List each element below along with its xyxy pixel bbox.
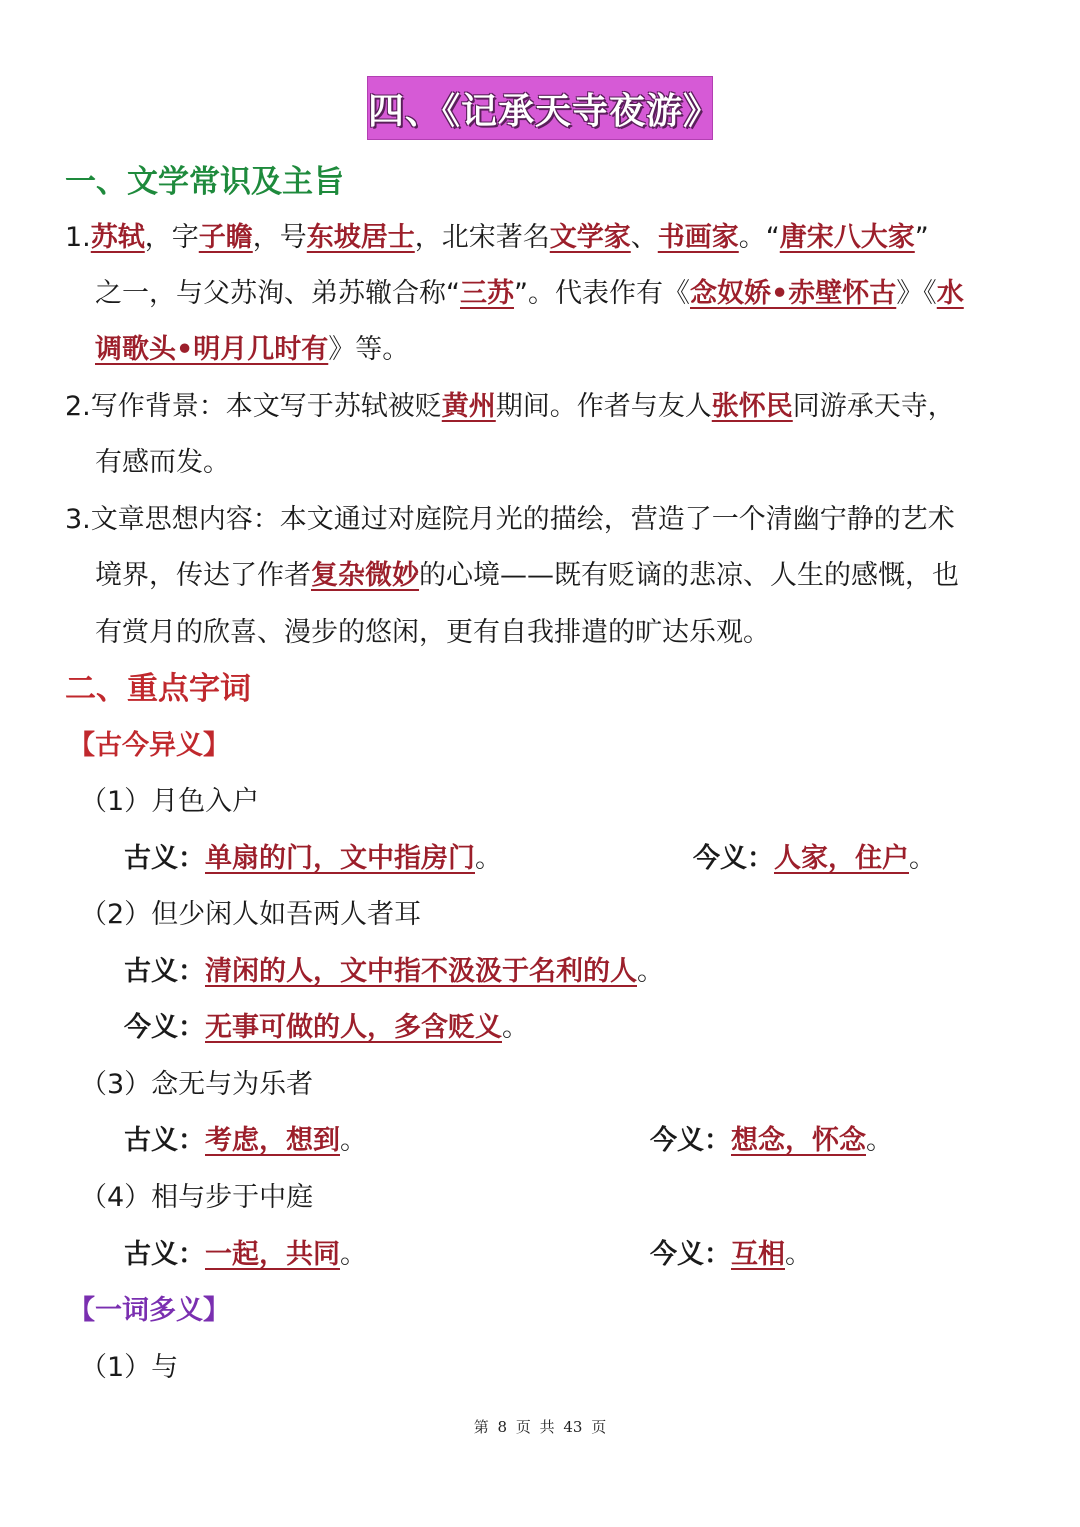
modern-meaning: 今义：互相。 [650, 1239, 812, 1270]
paragraph-1-line-3: 调歌头•明月几时有》等。 [95, 334, 410, 365]
word-item: （4）相与步于中庭 [80, 1182, 314, 1213]
keyword: 念奴娇•赤壁怀古 [690, 278, 897, 309]
ancient-meaning: 古义：单扇的门，文中指房门。 [124, 843, 502, 874]
modern-meaning: 今义：人家，住户。 [693, 843, 936, 874]
document-title-box [367, 76, 721, 140]
word-item: （3）念无与为乐者 [80, 1069, 314, 1100]
modern-meaning: 今义：无事可做的人，多含贬义。 [124, 1012, 529, 1043]
section-heading-key-words: 二、重点字词 [65, 671, 251, 707]
ancient-meaning: 古义：一起，共同。 [124, 1239, 367, 1270]
ancient-meaning: 古义：清闲的人，文中指不汲汲于名利的人。 [124, 956, 664, 987]
word-item: （1）与 [80, 1352, 179, 1383]
paragraph-1-line-1: 1.苏轼，字子瞻，号东坡居士，北宋著名文学家、书画家。“唐宋八大家” [65, 222, 929, 253]
paragraph-2-line-2: 有感而发。 [95, 447, 230, 478]
page-number: 第 8 页 共 43 页 [473, 1418, 607, 1436]
paragraph-2-line-1: 2.写作背景：本文写于苏轼被贬黄州期间。作者与友人张怀民同游承天寺， [65, 391, 955, 422]
keyword: 苏轼 [90, 222, 145, 253]
subheading-ancient-modern-meaning: 【古今异义】 [68, 730, 230, 761]
keyword: 张怀民 [711, 391, 793, 422]
keyword: 文学家 [549, 222, 631, 253]
modern-meaning: 今义：想念，怀念。 [650, 1125, 893, 1156]
document-title: 四、《记承天寺夜游》 [368, 90, 721, 132]
paragraph-3-line-1: 3.文章思想内容：本文通过对庭院月光的描绘，营造了一个清幽宁静的艺术 [65, 504, 955, 535]
keyword: 黄州 [441, 391, 496, 422]
keyword: 复杂微妙 [311, 560, 419, 591]
keyword: 子瞻 [198, 222, 253, 253]
keyword: 三苏 [460, 278, 514, 309]
keyword: 书画家 [657, 222, 739, 253]
section-heading-literary-knowledge: 一、文学常识及主旨 [65, 164, 344, 200]
paragraph-1-line-2: 之一，与父苏洵、弟苏辙合称“三苏”。代表作有《念奴娇•赤壁怀古》《水 [95, 278, 964, 309]
word-item: （1）月色入户 [80, 786, 260, 817]
ancient-meaning: 古义：考虑，想到。 [124, 1125, 367, 1156]
paragraph-3-line-2: 境界，传达了作者复杂微妙的心境——既有贬谪的悲凉、人生的感慨，也 [95, 560, 959, 591]
keyword: 水 [936, 278, 964, 309]
subheading-polysemy: 【一词多义】 [68, 1295, 230, 1326]
paragraph-3-line-3: 有赏月的欣喜、漫步的悠闲，更有自我排遣的旷达乐观。 [95, 617, 770, 648]
keyword: 调歌头•明月几时有 [95, 334, 329, 365]
keyword: 东坡居士 [306, 222, 415, 253]
keyword: 唐宋八大家 [779, 222, 915, 253]
word-item: （2）但少闲人如吾两人者耳 [80, 899, 422, 930]
